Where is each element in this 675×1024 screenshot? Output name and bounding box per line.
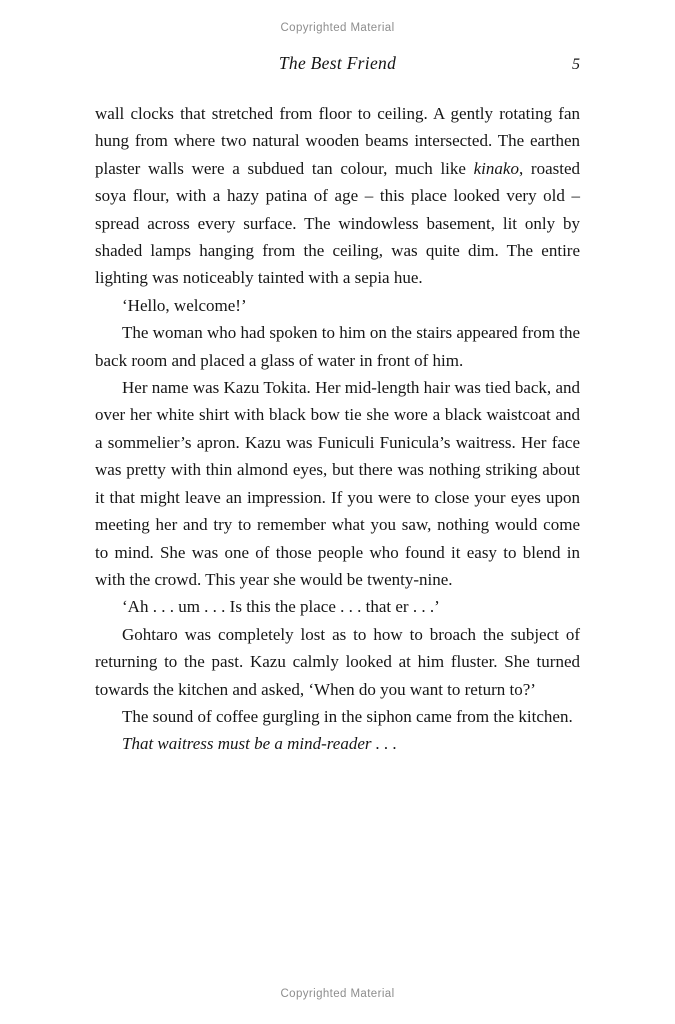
text-run: The sound of coffee gurgling in the siphon came from the kitchen. (122, 706, 573, 726)
text-run: Her name was Kazu Tokita. Her mid-length hair was tied back, and over her white shirt with black bow tie she wore a black waistcoat and a sommelier’s apron. Kazu was Funiculi Funicula’s waitress. Her face was pretty with thin almond eyes, but there was nothing striking about it that might leave an impression. If you were to close your eyes upon meeting her and try to remember what you saw, nothing would come to mind. She was one of those people who found it easy to blend in with the crowd. This year she would be twenty-nine. (95, 378, 580, 589)
paragraph (95, 100, 580, 292)
watermark-top: Copyrighted Material (280, 22, 395, 34)
paragraph (95, 374, 580, 593)
text-run: That waitress must be a mind-reader . . . (122, 734, 397, 754)
page-header (95, 52, 580, 74)
paragraph (95, 621, 580, 703)
paragraph (95, 593, 580, 620)
chapter-title: The Best Friend (278, 53, 397, 73)
text-run: The woman who had spoken to him on the stairs appeared from the back room and placed a glass of water in front of him. (95, 323, 580, 370)
page-number: 5 (572, 56, 580, 73)
text-run: ‘Hello, welcome!’ (122, 295, 247, 315)
paragraph (95, 730, 580, 757)
watermark-bottom: Copyrighted Material (280, 988, 395, 1000)
text-run: ‘Ah . . . um . . . Is this the place . . . that er . . .’ (122, 597, 440, 617)
paragraph (95, 703, 580, 730)
text-run-italic: kinako (473, 158, 519, 178)
body-text (95, 100, 580, 758)
text-run: wall clocks that stretched from floor to ceiling. A gently rotating fan hung from where two natural wooden beams intersected. The earthen plaster walls were a subdued tan colour, much like (95, 104, 580, 178)
paragraph (95, 292, 580, 319)
text-run: Gohtaro was completely lost as to how to broach the subject of returning to the past. Kazu calmly looked at him fluster. She turned towards the kitchen and asked, ‘When do you want to return to?’ (95, 624, 580, 699)
paragraph (95, 319, 580, 374)
text-run: , roasted soya flour, with a hazy patina of age – this place looked very old – spread across every surface. The windowless basement, lit only by shaded lamps hanging from the ceiling, was quite dim. The entire lighting was noticeably tainted with a sepia hue. (95, 158, 580, 288)
